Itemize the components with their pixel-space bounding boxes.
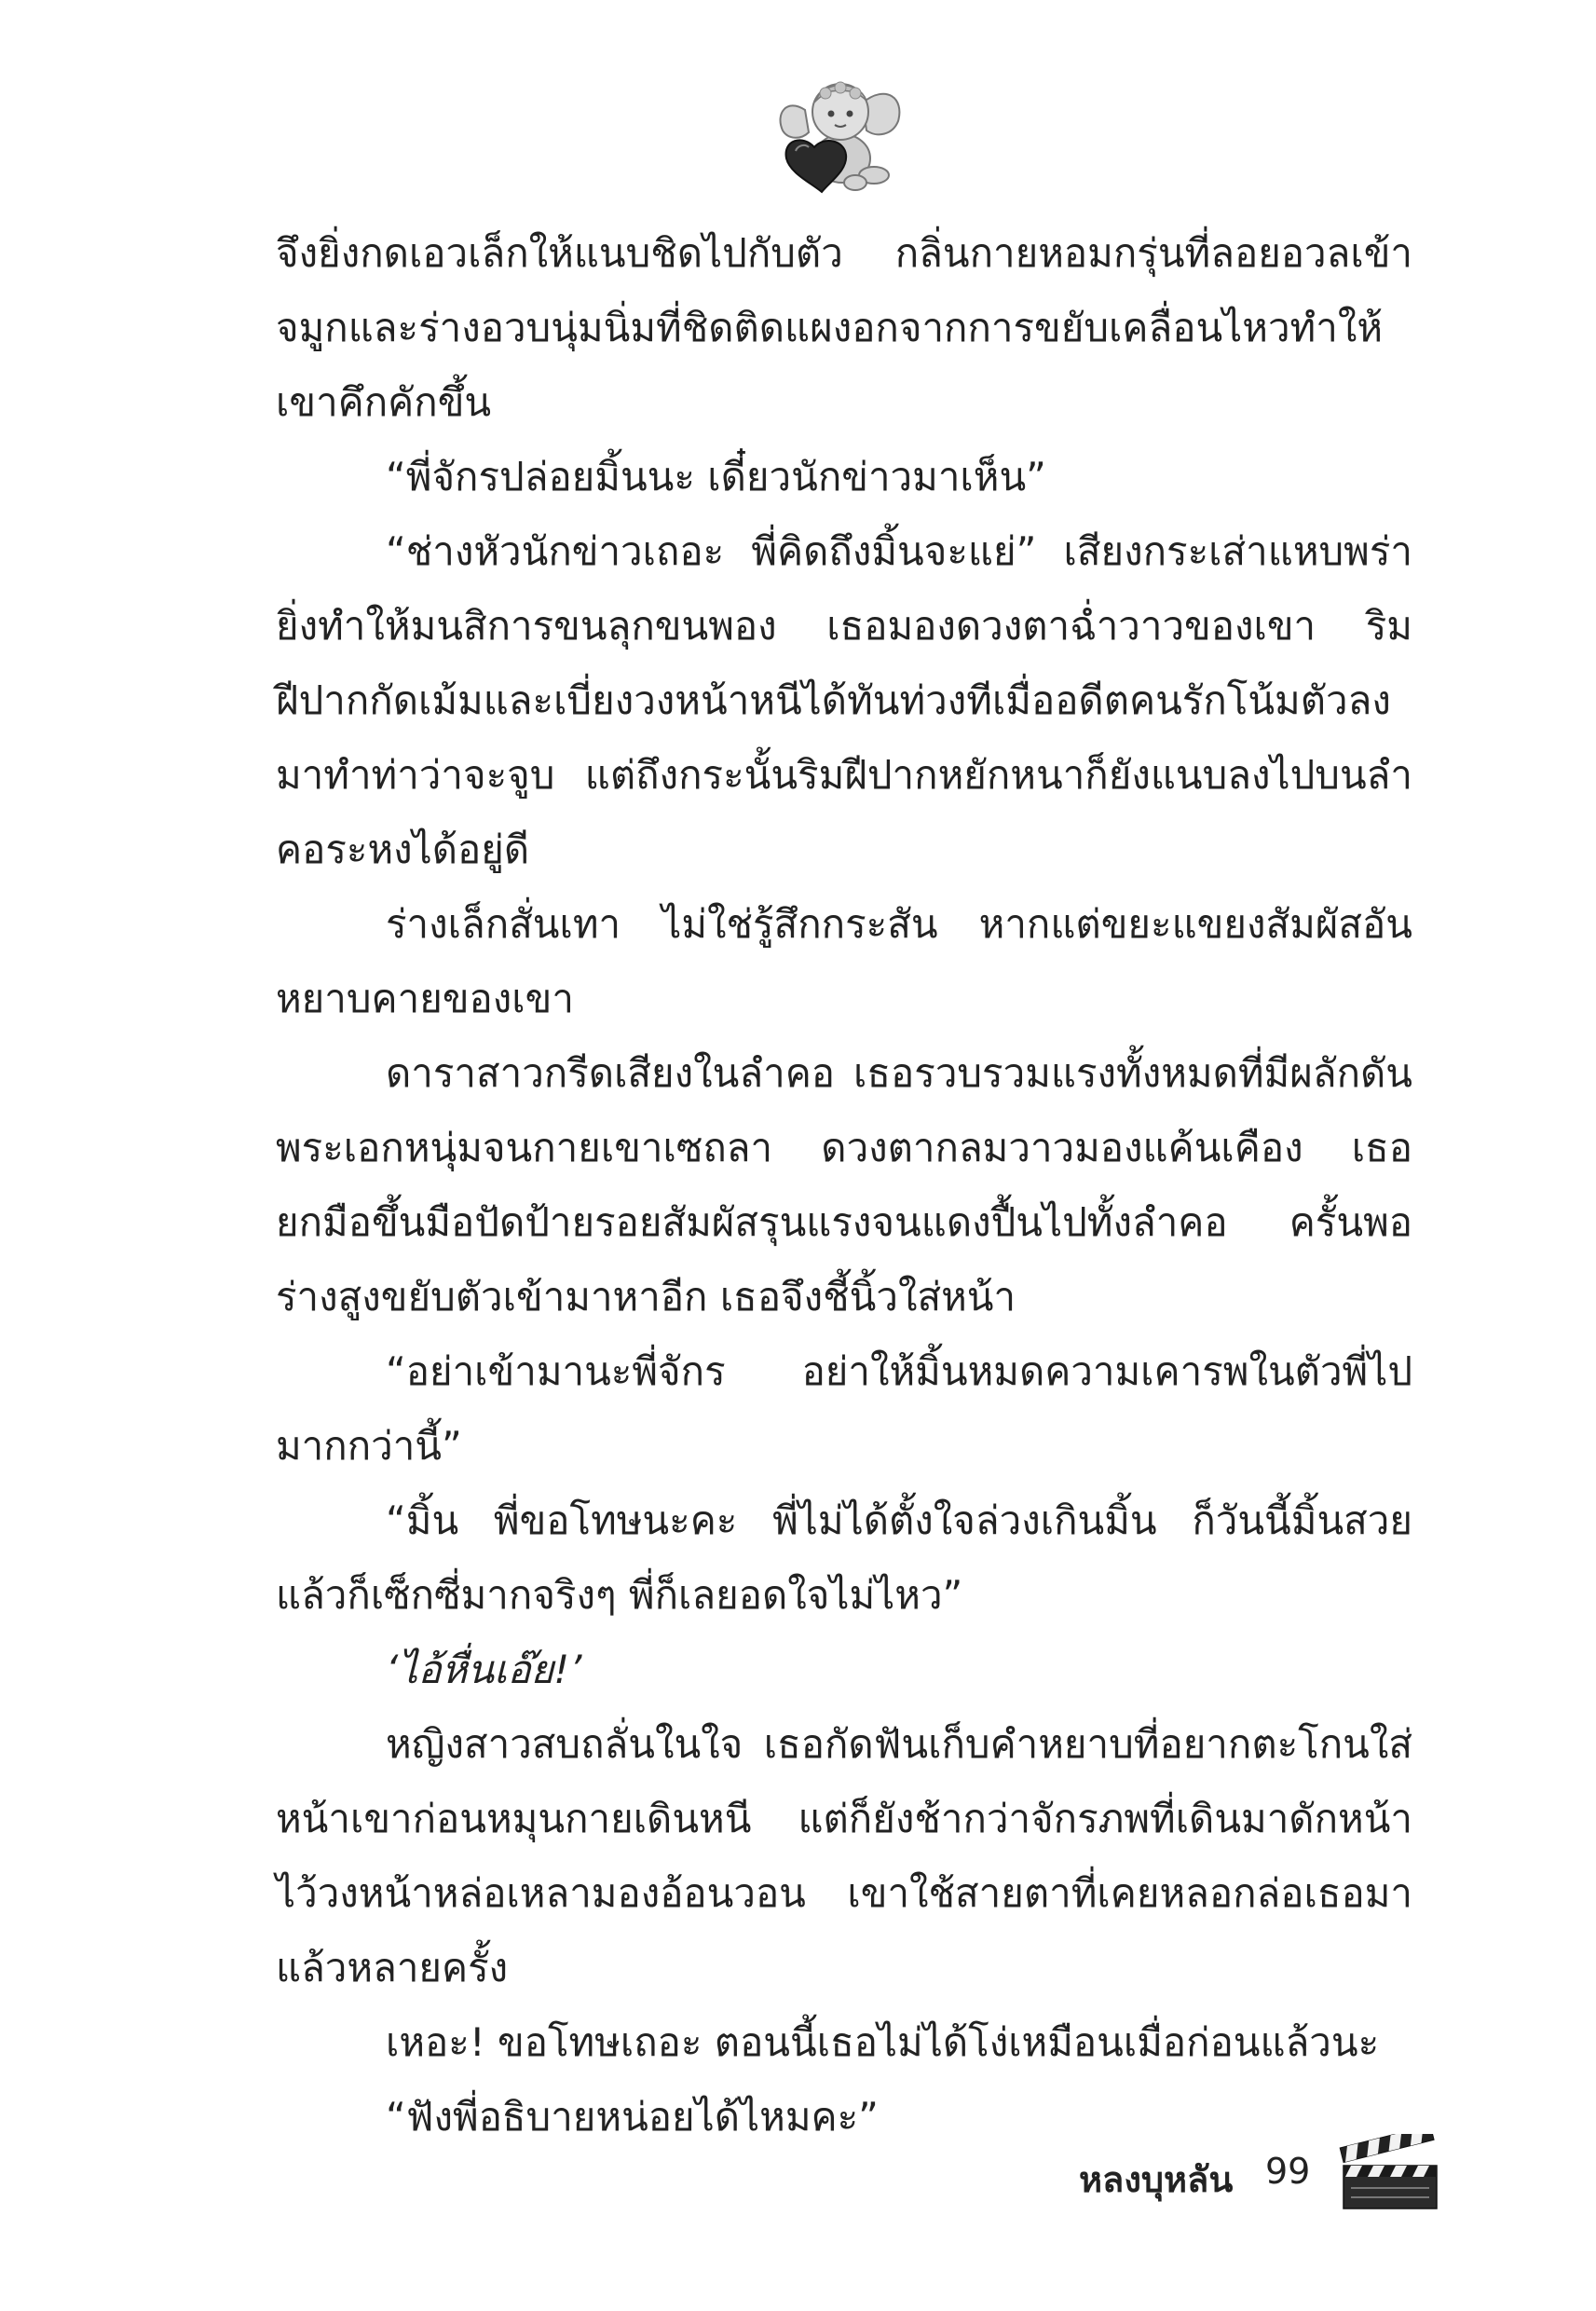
paragraph-3: “ช่างหัวนักข่าวเถอะ พี่คิดถึงมิ้นจะแย่” เสียงกระเส่าแหบพร่ายิ่งทำให้มนสิการขนลุกขนพอง เธอมองดวงตาฉ่ำวาวของเขา ริมฝีปากกัดเม้มและเบี่ยงวงหน้าหนีได้ทันท่วงทีเมื่ออดีตคนรักโน้มตัวลงมาทำท่าว่าจะจูบ แต่ถึงกระนั้นริมฝีปากหยักหนาก็ยังแนบลงไปบนลำคอระหงได้อยู่ดี <box>276 528 1412 872</box>
paragraph-8-inner-thought: ‘ไอ้หื่นเอ๊ย!’ <box>386 1647 582 1692</box>
paragraph-9: หญิงสาวสบถลั่นในใจ เธอกัดฟันเก็บคำหยาบที่อยากตะโกนใส่หน้าเขาก่อนหมุนกายเดินหนี แต่ก็ยังช้ากว่าจักรภพที่เดินมาดักหน้าไว้วงหน้าหล่อเหลามองอ้อนวอน เขาใช้สายตาที่เคยหลอกล่อเธอมาแล้วหลายครั้ง <box>276 1721 1412 1990</box>
story-text <box>276 216 1412 2154</box>
paragraph-11: “ฟังพี่อธิบายหน่อยได้ไหมคะ” <box>386 2094 879 2140</box>
paragraph-7: “มิ้น พี่ขอโทษนะคะ พี่ไม่ได้ตั้งใจล่วงเกินมิ้น ก็วันนี้มิ้นสวยแล้วก็เซ็กซี่มากจริงๆ พี่ก็เลยอดใจไม่ไหว” <box>276 1497 1412 1618</box>
paragraph-2: “พี่จักรปล่อยมิ้นนะ เดี๋ยวนักข่าวมาเห็น” <box>386 454 1046 499</box>
paragraph-6: “อย่าเข้ามานะพี่จักร อย่าให้มิ้นหมดความเคารพในตัวพี่ไปมากกว่านี้” <box>276 1348 1412 1469</box>
book-title: หลงบุหลัน <box>1079 2159 1234 2200</box>
clapperboard-icon <box>1338 2134 1440 2212</box>
cupid-heart-icon <box>770 65 909 196</box>
paragraph-10: เหอะ! ขอโทษเถอะ ตอนนี้เธอไม่ได้โง่เหมือนเมื่อก่อนแล้วนะ <box>386 2019 1380 2065</box>
page-number: 99 <box>1265 2151 1311 2192</box>
paragraph-1: จึงยิ่งกดเอวเล็กให้แนบชิดไปกับตัว กลิ่นกายหอมกรุ่นที่ลอยอวลเข้าจมูกและร่างอวบนุ่มนิ่มที่ชิดติดแผงอกจากการขยับเคลื่อนไหวทำให้เขาคึกคักขึ้น <box>276 230 1412 425</box>
page-footer <box>1025 2125 1453 2218</box>
paragraph-5: ดาราสาวกรีดเสียงในลำคอ เธอรวบรวมแรงทั้งหมดที่มีผลักดันพระเอกหนุ่มจนกายเขาเซถลา ดวงตากลมวาวมองแค้นเคือง เธอยกมือขึ้นมือปัดป้ายรอยสัมผัสรุนแรงจนแดงปื้นไปทั้งลำคอ ครั้นพอร่างสูงขยับตัวเข้ามาหาอีก เธอจึงชี้นิ้วใส่หน้า <box>276 1050 1412 1320</box>
paragraph-4: ร่างเล็กสั่นเทา ไม่ใช่รู้สึกกระสัน หากแต่ขยะแขยงสัมผัสอันหยาบคายของเขา <box>276 901 1412 1021</box>
